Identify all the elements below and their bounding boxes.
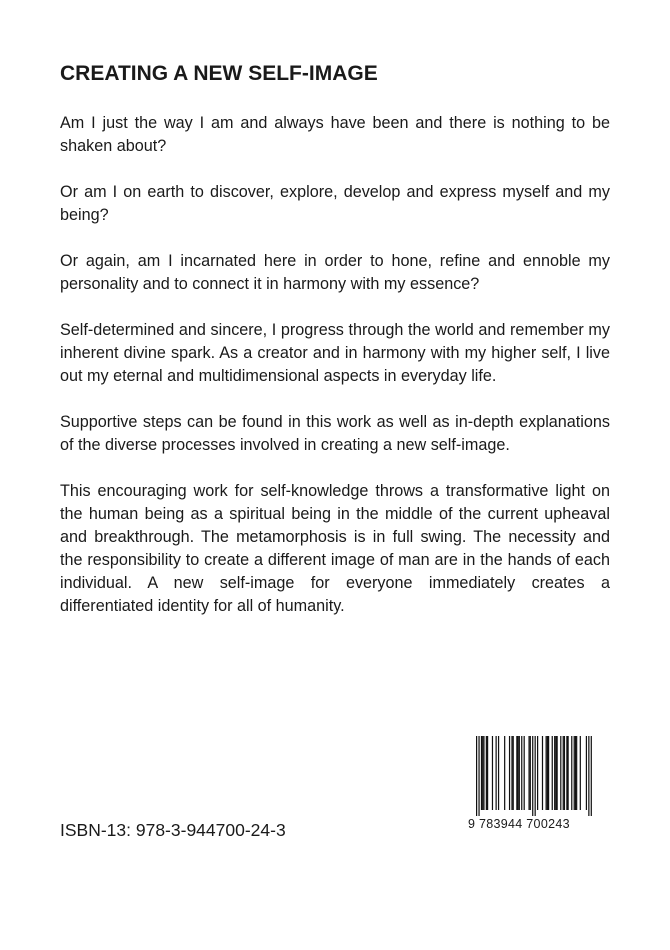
barcode-bar (487, 736, 488, 810)
barcode-bar (498, 736, 499, 810)
blurb-paragraph-6: This encouraging work for self-knowledge throws a transformative light on the human being as a spiritual being in the middle of the current upheaval and breakthrough. The metamorphosis is in full swing. The necessity and the responsibility to create a different image of man are in the hands of each individual. A new self-image for everyone immediately creates a differentiated identity for all of humanity. (60, 482, 610, 615)
blurb-paragraph-1: Am I just the way I am and always have been and there is nothing to be shaken about? (60, 114, 610, 155)
blurb-text (60, 112, 610, 641)
barcode-bar (517, 736, 518, 810)
barcode-bar (492, 736, 493, 810)
barcode-bar (535, 736, 536, 816)
blurb-paragraph-4: Self-determined and sincere, I progress through the world and remember my inherent divine spark. As a creator and in harmony with my higher self, I live out my eternal and multidimensional aspects in everyday life. (60, 321, 610, 385)
blurb-paragraph-3: Or again, am I incarnated here in order to hone, refine and ennoble my personality and to connect it in harmony with my essence? (60, 252, 610, 293)
blurb-paragraph-2: Or am I on earth to discover, explore, develop and express myself and my being? (60, 183, 610, 224)
barcode-bar (560, 736, 561, 810)
barcode-bar (524, 736, 525, 810)
barcode-bar (547, 736, 548, 810)
blurb-paragraph-5: Supportive steps can be found in this work as well as in-depth explanations of the diverse processes involved in creating a new self-image. (60, 413, 610, 454)
barcode-bar (591, 736, 592, 816)
barcode-bar (528, 736, 529, 810)
barcode-bar (557, 736, 558, 810)
barcode-bar (519, 736, 520, 810)
barcode-bar (537, 736, 538, 810)
barcode-bar (530, 736, 531, 810)
barcode-bar (521, 736, 522, 810)
barcode-bar (574, 736, 575, 810)
barcode-bar (568, 736, 569, 810)
barcode-bar (496, 736, 497, 810)
barcode-bars (468, 736, 593, 816)
barcode (468, 736, 593, 838)
barcode-bar (542, 736, 543, 810)
barcode-bar (576, 736, 577, 810)
barcode-bar (509, 736, 510, 810)
barcode-bar (486, 736, 487, 810)
barcode-bar (476, 736, 477, 816)
barcode-bar (552, 736, 553, 810)
barcode-digits: 9 783944 700243 (468, 817, 570, 831)
barcode-bar (586, 736, 587, 810)
barcode-bar (580, 736, 581, 810)
barcode-bar (554, 736, 555, 810)
barcode-bar (555, 736, 556, 810)
barcode-bar (483, 736, 484, 810)
barcode-bar (546, 736, 547, 810)
barcode-bar (513, 736, 514, 810)
barcode-bar (548, 736, 549, 810)
barcode-bar (478, 736, 479, 816)
barcode-bar (504, 736, 505, 810)
barcode-bar (564, 736, 565, 810)
barcode-bar (571, 736, 572, 810)
barcode-bar (511, 736, 512, 810)
isbn-label: ISBN-13: 978-3-944700-24-3 (60, 820, 286, 840)
barcode-bar (482, 736, 483, 810)
barcode-bar (563, 736, 564, 810)
barcode-bar (481, 736, 482, 810)
barcode-bar (575, 736, 576, 810)
barcode-bar (532, 736, 533, 816)
barcode-bar (588, 736, 589, 816)
barcode-bar (516, 736, 517, 810)
barcode-bar (566, 736, 567, 810)
book-title: CREATING A NEW SELF-IMAGE (60, 62, 378, 85)
